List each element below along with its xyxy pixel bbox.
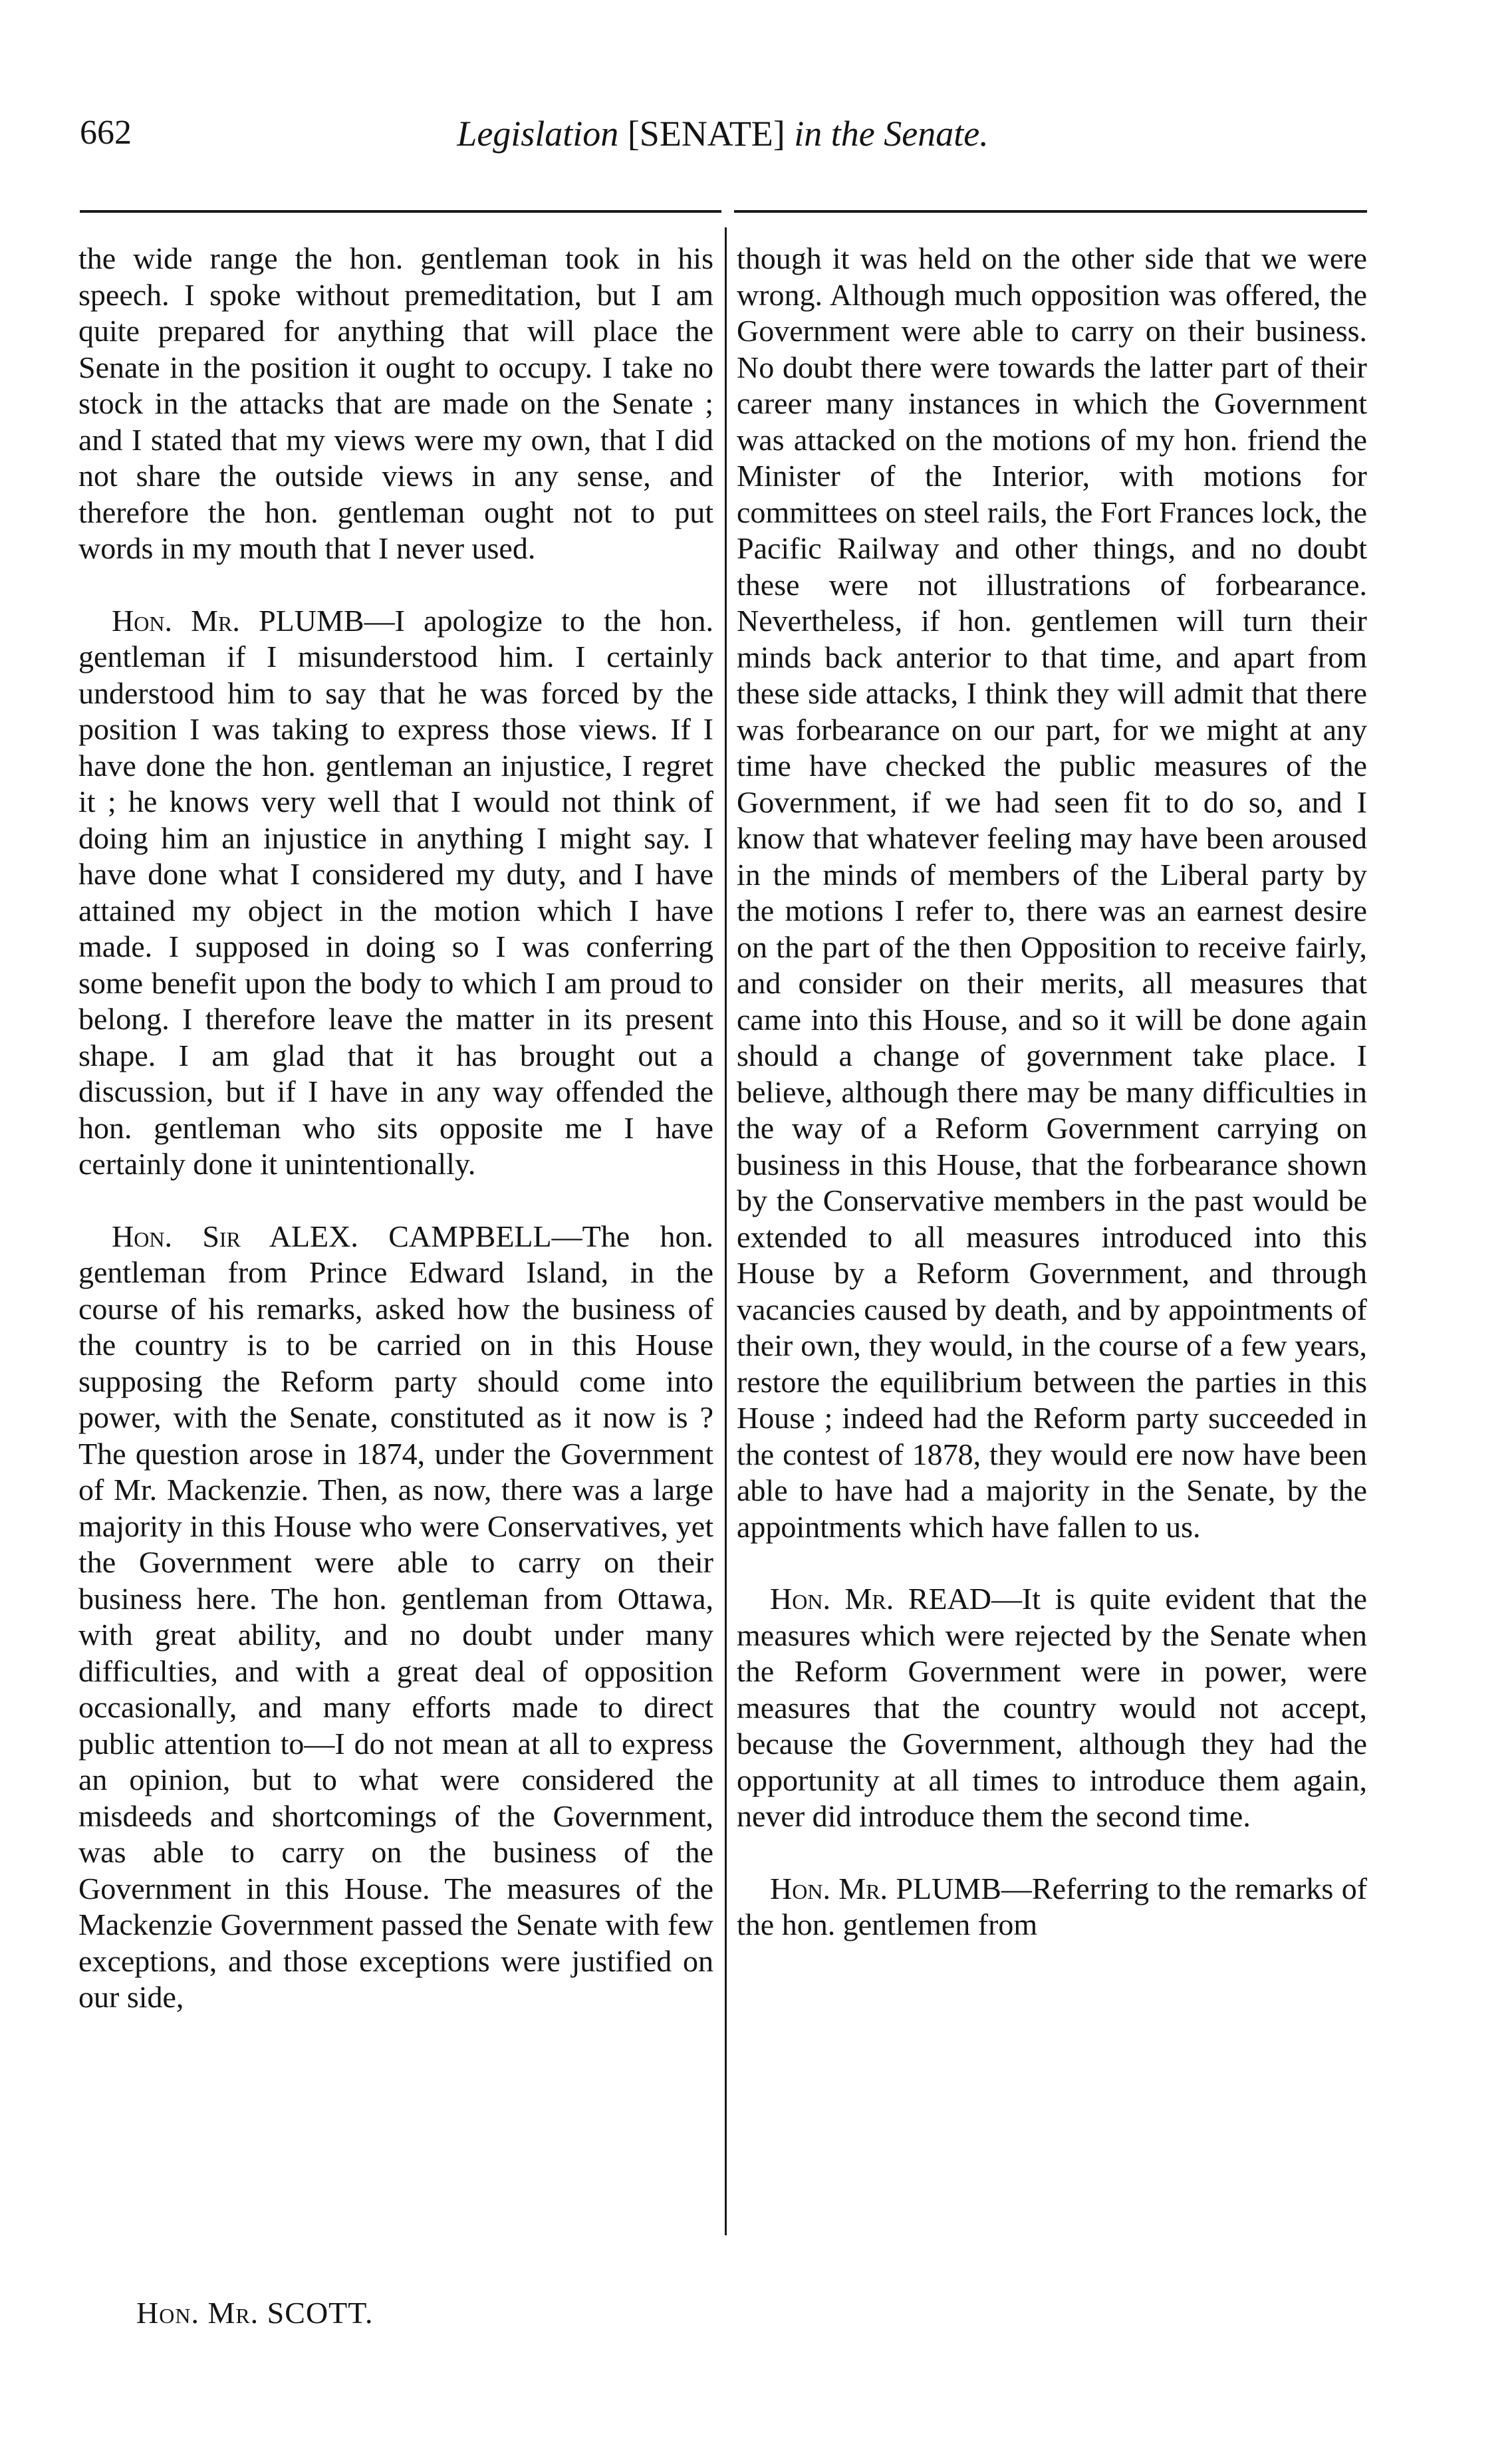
right-paragraph-1: though it was held on the other side that we were wrong. Although much opposition was offered, the Government were able to carry on their business. No doubt there were towards the latter part of their career many instances in which the Government was attacked on the motions of my hon. friend the Minister of the Interior, with motions for committees on steel rails, the Fort Frances lock, the Pacific Railway and other things, and no doubt these were not illustrations of forbearance. Nevertheless, if hon. gentlemen will turn their minds back anterior to that time, and apart from these side attacks, I think they will admit that there was forbearance on our part, for we might at any time have checked the public measures of the Government, if we had seen fit to do so, and I know that whatever feeling may have been aroused in the minds of members of the Liberal party by the motions I refer to, there was an earnest desire on the part of the then Opposition to receive fairly, and consider on their merits, all measures that came into this House, and so it will be done again should a change of government take place. I believe, although there may be many difficulties in the way of a Reform Government carrying on business in this House, that the forbearance shown by the Conservative members in the past would be extended to all measures introduced into this House by a Reform Government, and through vacancies caused by death, and by appointments of their own, they would, in the course of a few years, restore the equilibrium between the parties in this House ; indeed had the Reform party succeeded in the contest of 1878, they would ere now have been able to have had a majority in the Senate, by the appointments which have fallen to us. xyxy=(737,241,1367,1544)
left-paragraph-1: the wide range the hon. gentleman took in his speech. I spoke without premeditation, but I am quite prepared for anything that will place the Senate in the position it ought to occupy. I take no stock in the attacks that are made on the Senate ; and I stated that my views were my own, that I did not share the outside views in any sense, and therefore the hon. gentleman ought not to put words in my mouth that I never used. xyxy=(78,241,713,565)
speech-text: —I apologize to the hon. gentleman if I misunderstood him. I certainly understood him to say that he was forced by the position I was taking to express those views. If I have done the hon. gentleman an injustice, I regret it ; he knows very well that I would not think of doing him an injustice in anything I might say. I have done what I considered my duty, and I have attained my object in the motion which I have made. I supposed in doing so I was conferring some benefit upon the body to which I am proud to belong. I therefore leave the matter in its present shape. I am glad that it has brought out a discussion, but if I have in any way offended the hon. gentleman who sits opposite me I have certainly done it unintentionally. xyxy=(78,603,713,1181)
right-column xyxy=(737,241,1367,1943)
running-title xyxy=(80,113,1366,154)
column-divider xyxy=(725,227,727,2235)
page-number: 662 xyxy=(80,114,132,152)
left-paragraph-2 xyxy=(78,603,713,1183)
header-rule-right xyxy=(734,210,1367,213)
running-title-right: in the Senate. xyxy=(794,114,989,154)
speaker-name: Hon. Sir ALEX. CAMPBELL xyxy=(112,1219,552,1253)
speaker-name: Hon. Mr. READ xyxy=(770,1582,991,1616)
header-rule-left xyxy=(80,210,721,213)
page-header xyxy=(80,113,1366,186)
right-paragraph-3 xyxy=(737,1871,1367,1943)
speech-text: —Referring to the remarks of the hon. gentlemen from xyxy=(737,1871,1368,1941)
left-column xyxy=(78,241,713,2016)
speech-text: —The hon. gentleman from Prince Edward Island, in the course of his remarks, asked how the business of the country is to be carried on in this House supposing the Reform party should come into power, with the Senate, constituted as it now is ? The question arose in 1874, under the Government of Mr. Mackenzie. Then, as now, there was a large majority in this House who were Conservatives, yet the Government were able to carry on their business here. The hon. gentleman from Ottawa, with great ability, and no doubt under many difficulties, and with a great deal of opposition occasionally, and many efforts made to direct public attention to—I do not mean at all to express an opinion, but to what were considered the misdeeds and shortcomings of the Government, was able to carry on the business of the Government in this House. The measures of the Mackenzie Government passed the Senate with few exceptions, and those exceptions were justified on our side, xyxy=(78,1219,713,2014)
left-paragraph-3 xyxy=(78,1219,713,2016)
speech-text: —It is quite evident that the measures which were rejected by the Senate when the Reform Government were in power, were measures that the country would not accept, because the Government, although they had the opportunity at all times to introduce them again, never did introduce them the second time. xyxy=(737,1582,1368,1833)
footer-catchword: Hon. Mr. SCOTT. xyxy=(136,2296,374,2330)
speaker-name: Hon. Mr. PLUMB xyxy=(770,1871,1001,1906)
right-paragraph-2 xyxy=(737,1581,1367,1835)
running-title-center: [SENATE] xyxy=(627,114,785,154)
speaker-name: Hon. Mr. PLUMB xyxy=(112,603,364,638)
running-title-left: Legislation xyxy=(457,114,619,154)
